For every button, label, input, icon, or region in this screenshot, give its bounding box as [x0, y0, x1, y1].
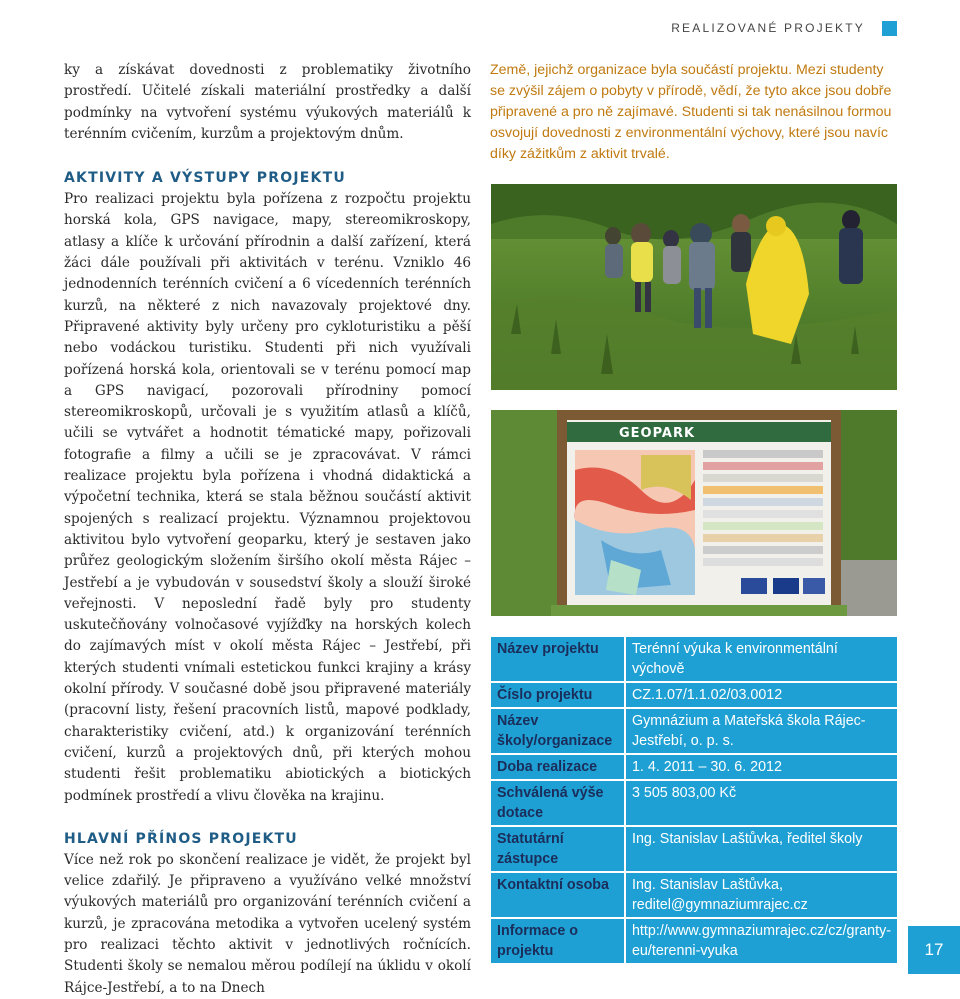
- page-number: 17: [908, 926, 960, 974]
- prinos-paragraph: Více než rok po skončení realizace je vidět, že projekt byl velice zdařilý. Je připraveno a využíváno velké množství výukových materiálů pro organizování terénních cvičení a kurzů, je zpracována metodika a vytvořen ucelený systém pro realizaci těchto aktivit v jednotlivých ročnících. Studenti školy se nemalou měrou podílejí na úklidu v okolí Rájce-Jestřebí, a to na Dnech: [64, 851, 471, 996]
- right-column-text: [490, 60, 897, 165]
- project-info-table: [491, 637, 897, 963]
- section-title: REALIZOVANÉ PROJEKTY: [671, 21, 865, 35]
- left-column: [64, 60, 471, 999]
- info-value: Ing. Stanislav Laštůvka, ředitel školy: [631, 831, 863, 847]
- highlight-paragraph: Země, jejichž organizace byla součástí projektu. Mezi studenty se zvýšil zájem o pobyty v přírodě, vědí, že tyto akce jsou dobře připravené a pro ně zajímavé. Studenti si tak nenásilnou formou osvojují dovednosti z environmentální výchovy, které jsou navíc díky zážitkům z aktivit trvalé.: [490, 62, 892, 162]
- info-row: [491, 872, 897, 918]
- info-label: Schválená výše dotace: [491, 780, 625, 826]
- info-label: Statutární zástupce: [491, 826, 625, 872]
- info-row: [491, 708, 897, 754]
- info-value: Gymnázium a Mateřská škola Rájec-Jestřebí, o. p. s.: [631, 713, 866, 749]
- info-row: [491, 637, 897, 682]
- geopark-sign-text: GEOPARK: [619, 426, 696, 441]
- aktivity-heading: AKTIVITY A VÝSTUPY PROJEKTU: [64, 170, 346, 187]
- info-label: Název školy/organizace: [491, 708, 625, 754]
- photo-students-field: [491, 184, 897, 390]
- info-value-link[interactable]: http://www.gymnaziumrajec.cz/cz/granty-eu/terenni-vyuka: [631, 923, 891, 959]
- info-label: Doba realizace: [491, 754, 625, 780]
- photo-geopark-board: [491, 410, 897, 616]
- info-label: Informace o projektu: [491, 918, 625, 963]
- info-value: 3 505 803,00 Kč: [631, 785, 737, 801]
- info-row: [491, 780, 897, 826]
- prinos-heading: HLAVNÍ PŘÍNOS PROJEKTU: [64, 830, 298, 847]
- info-label: Kontaktní osoba: [491, 872, 625, 918]
- aktivity-paragraph: Pro realizaci projektu byla pořízena z rozpočtu projektu horská kola, GPS navigace, mapy, stereomikroskopy, atlasy a klíče k určování přírodnin a další zařízení, která žáci dále používali při aktivitách v terénu. Vzniklo 46 jednodenních terénních cvičení a 6 vícedenních terénních kurzů, na některé z nich navazovaly projektové dny. Připravené aktivity byly určeny pro cykloturistiku a pěší nebo vodáckou turistiku. Studenti při nich využívali pořízená horská kola, orientovali se v terénu pomocí map a GPS navigací, pozorovali přírodniny pomocí stereomikroskopů, určovali je s využitím atlasů a klíčů, učili se vytvářet a hodnotit tématické mapy, pořizovali fotografie a filmy a učili se je zpracovávat. V rámci realizace projektu byla pořízena i vhodná didaktická a výpočetní technika, která se stala běžnou součástí aktivit spojených s realizací projektu. Významnou projektovou aktivitou bylo vytvoření geoparku, který je sestaven jako průřez geologickým složením širšího okolí města Rájec – Jestřebí a je vybudován v sousedství školy a slouží široké veřejnosti. V neposlední řadě byly pro studenty uskutečňovány volnočasové vyjížďky na horských kolech do zajímavých míst v okolí města Rájec – Jestřebí, při kterých studenti vnímali estetickou funkci krajiny a krásy okolní přírody. V současné době jsou připravené materiály (pracovní listy, řešení pracovních listů, mapové podklady, charakteristiky cvičení, atd.) k organizování terénních cvičení, kurzů a projektových dnů, při kterých mohou studenti řešit problematiku abiotických a biotických podmínek prostředí a vlivu člověka na krajinu.: [64, 191, 471, 804]
- info-row: [491, 754, 897, 780]
- info-value: 1. 4. 2011 – 30. 6. 2012: [631, 759, 782, 775]
- section-marker-square: [882, 21, 897, 36]
- info-label: Název projektu: [491, 637, 625, 682]
- info-value: Terénní výuka k environmentální výchově: [631, 641, 838, 677]
- info-value-email[interactable]: Ing. Stanislav Laštůvka, reditel@gymnaziumrajec.cz: [631, 877, 808, 913]
- info-value: CZ.1.07/1.1.02/03.0012: [631, 687, 783, 703]
- info-label: Číslo projektu: [491, 682, 625, 708]
- info-row: [491, 682, 897, 708]
- info-row: [491, 826, 897, 872]
- intro-paragraph: ky a získávat dovednosti z problematiky životního prostředí. Učitelé získali materiální prostředky a další podmínky na vytvoření systému výukových materiálů k terénním cvičením, kurzům a projektovým dnům.: [64, 62, 471, 142]
- photo-students-field-image: [491, 184, 897, 390]
- photo-geopark-board-image: [491, 410, 897, 616]
- info-row: [491, 918, 897, 963]
